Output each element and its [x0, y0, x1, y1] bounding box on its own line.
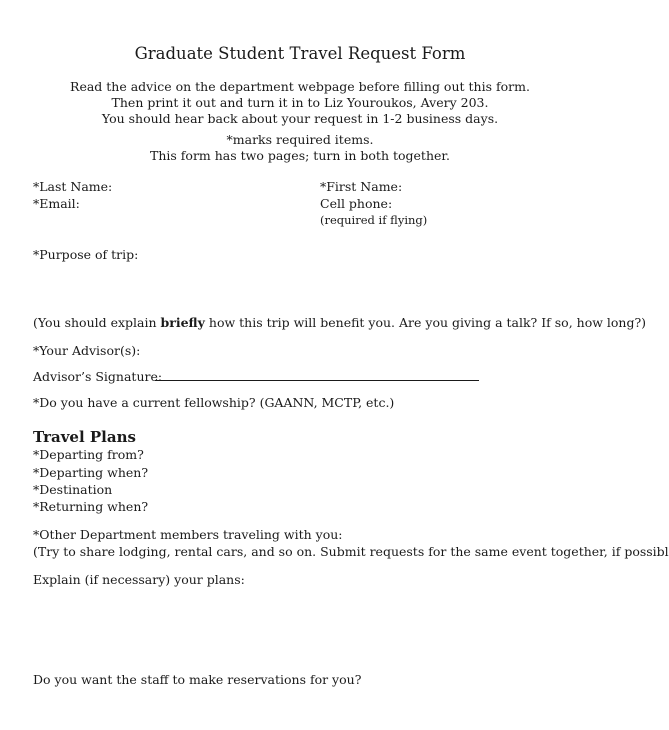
cell-phone-label: Cell phone: [320, 196, 393, 211]
reservations-question: Do you want the staff to make reservations for you? [33, 672, 362, 687]
explain-plans-label: Explain (if necessary) your plans: [33, 572, 245, 587]
advisors-label: *Your Advisor(s): [33, 343, 141, 358]
two-pages-note: This form has two pages; turn in both together. [150, 148, 450, 163]
purpose-label: *Purpose of trip: [33, 247, 139, 262]
advisor-signature-line[interactable] [155, 380, 479, 381]
first-name-label: *First Name: [320, 179, 403, 194]
intro-line-3: You should hear back about your request in 1-2 business days. [101, 111, 499, 126]
last-name-label: *Last Name: [33, 179, 113, 194]
destination-label: *Destination [33, 482, 113, 497]
required-note: *marks required items. [226, 132, 374, 147]
intro-line-2: Then print it out and turn it in to Liz Youroukos, Avery 203. [111, 95, 489, 110]
fellowship-question: *Do you have a current fellowship? (GAANN, MCTP, etc.) [33, 395, 395, 410]
form-title: Graduate Student Travel Request Form [134, 44, 466, 63]
other-members-label: *Other Department members traveling with you: [33, 527, 343, 542]
other-members-hint: (Try to share lodging, rental cars, and so on. Submit requests for the same event together, if possibl [33, 544, 669, 559]
intro-line-1: Read the advice on the department webpage before filling out this form. [70, 79, 530, 94]
purpose-hint-end: how this trip will benefit you. Are you giving a talk? If so, how long?) [204, 315, 647, 330]
travel-plans-heading: Travel Plans [33, 428, 136, 446]
departing-when-label: *Departing when? [33, 465, 149, 480]
returning-when-label: *Returning when? [33, 499, 149, 514]
purpose-hint-start: (You should explain [33, 315, 161, 330]
email-label: *Email: [33, 196, 80, 211]
advisor-signature-label: Advisor’s Signature: [33, 369, 163, 384]
cell-phone-note: (required if flying) [320, 213, 428, 227]
purpose-hint-emphasis: briefly [160, 315, 205, 330]
departing-from-label: *Departing from? [33, 447, 144, 462]
purpose-hint [33, 315, 646, 331]
